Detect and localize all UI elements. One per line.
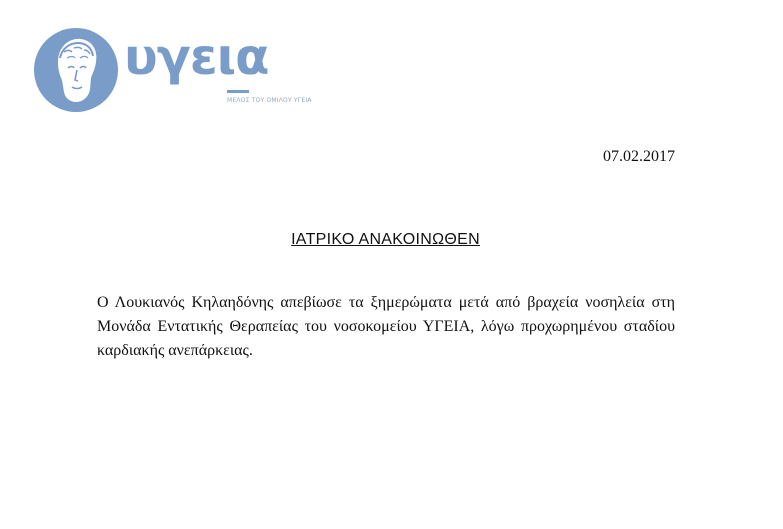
document-body: Ο Λουκιανός Κηλαηδόνης απεβίωσε τα ξημερώματα μετά από βραχεία νοσηλεία στη Μονάδα Εντατικής Θεραπείας του νοσοκομείου ΥΓΕΙΑ, λόγω προχωρημένου σταδίου καρδιακής ανεπάρκειας. [97, 294, 675, 359]
document-date: 07.02.2017 [603, 148, 675, 165]
logo-tagline: ΜΕΛΟΣ ΤΟΥ ΟΜΙΛΟΥ ΥΓΕΙΑ [227, 97, 312, 104]
hospital-logo [34, 28, 312, 112]
classical-head-icon [34, 28, 118, 112]
logo-underline [227, 90, 249, 93]
logo-wordmark: υγεια [124, 28, 269, 86]
document-title: ΙΑΤΡΙΚΟ ΑΝΑΚΟΙΝΩΘΕΝ [291, 231, 480, 248]
